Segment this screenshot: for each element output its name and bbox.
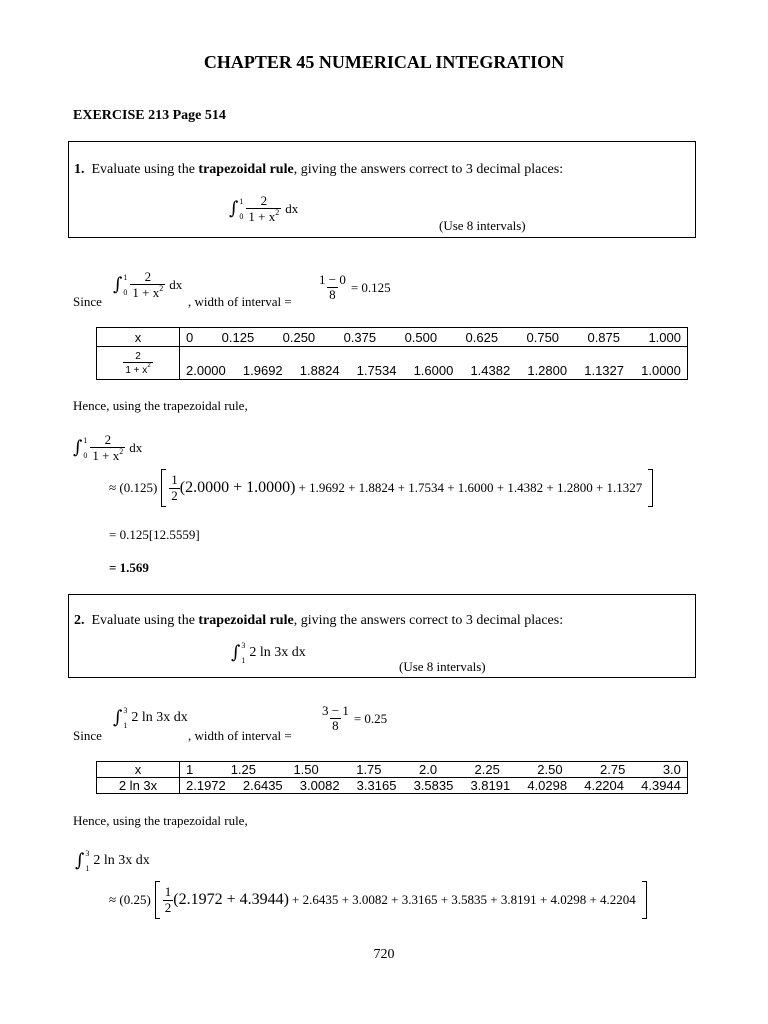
approx-line-2: ≈ (0.25) $\frac{1}{2}$ (2.1972 + 4.3944) + 2.6435 + 3.0082 + 3.3165 + 3.5835 + 3.8191 + 4.0298 + 4.2204: [109, 882, 694, 918]
question-2-intervals: (Use 8 intervals): [399, 659, 486, 674]
table-1-f-cell: 1.2800: [527, 363, 568, 378]
table-2-x-cell: 1.50: [293, 762, 319, 777]
table-2-x-cell: 2.0: [418, 762, 438, 777]
table-2-x-header: x: [97, 762, 180, 778]
table-2-f-cell: 3.8191: [470, 778, 511, 793]
table-1-x-cell: 0.250: [282, 329, 316, 345]
working-integral-1: ∫ 1 0 $\frac{2}{1 + x^2}$ dx: [73, 432, 143, 464]
table-2-f-header: 2 ln 3x: [97, 778, 180, 794]
table-2-x-cell: 2.25: [474, 762, 500, 777]
question-1-text: 1. Evaluate using the trapezoidal rule, giving the answers correct to 3 decimal places:: [74, 162, 564, 177]
table-1-f-cell: 1.0000: [641, 363, 681, 378]
table-2-x-cell: 2.75: [600, 762, 626, 777]
table-1-x-cell: 1.000: [648, 329, 681, 345]
table-2-x-cell: 1: [186, 762, 194, 777]
since-integral-2: ∫ 3 1 2 ln 3x dx: [113, 706, 188, 730]
table-1-x-cell: 0: [186, 329, 194, 345]
table-2-f-cell: 3.3165: [356, 778, 397, 793]
table-1-f-header: $\frac{2}{1 + x^2}$: [97, 347, 180, 380]
table-2-x-cell: 1.75: [356, 762, 382, 777]
table-1-x-cell: 0.500: [404, 329, 438, 345]
question-2-box: [68, 594, 696, 678]
table-1-x-cell: 0.875: [587, 329, 621, 345]
table-1-x-header: x: [97, 328, 180, 347]
width-label-1: , width of interval =: [188, 294, 292, 309]
since-label-2: Since: [73, 728, 102, 743]
table-2-x-cell: 3.0: [662, 762, 681, 777]
table-1-x-cell: 0.375: [343, 329, 377, 345]
table-1-f-cell: 2.0000: [186, 363, 226, 378]
width-fraction-1: $\frac{1 - 0}{8}$ = 0.125: [319, 272, 391, 303]
table-1-f-cell: 1.1327: [584, 363, 624, 378]
question-1-integral: ∫ 1 0 $\frac{2}{1 + x^2}$ dx: [229, 193, 299, 225]
question-1-intervals: (Use 8 intervals): [439, 218, 526, 233]
table-2-f-cell: 4.0298: [527, 778, 568, 793]
table-1-f-cell: 1.8824: [299, 363, 340, 378]
table-1-f-cell: 1.4382: [470, 363, 511, 378]
width-label-2: , width of interval =: [188, 728, 292, 743]
table-2-f-cell: 3.5835: [413, 778, 454, 793]
since-integral-1: ∫ 1 0 $\frac{2}{1 + x^2}$ dx: [113, 269, 183, 301]
table-1-f-cell: 1.9692: [242, 363, 283, 378]
answer-1: = 1.569: [109, 560, 149, 575]
table-1-x-cell: 0.750: [526, 329, 560, 345]
hence-text-2: Hence, using the trapezoidal rule,: [73, 813, 248, 828]
table-1: [96, 327, 688, 380]
step-2-line-1: = 0.125[12.5559]: [109, 527, 200, 542]
table-2-x-cell: 1.25: [230, 762, 256, 777]
question-2-integral: ∫ 3 1 2 ln 3x dx: [231, 641, 306, 665]
question-2-text: 2. Evaluate using the trapezoidal rule, giving the answers correct to 3 decimal places:: [74, 613, 564, 628]
page-number: 720: [373, 947, 395, 962]
working-integral-2: ∫ 3 1 2 ln 3x dx: [75, 849, 150, 873]
hence-text-1: Hence, using the trapezoidal rule,: [73, 398, 248, 413]
table-2-f-cell: 2.1972: [186, 778, 226, 793]
table-2-x-cell: 2.50: [537, 762, 563, 777]
table-2: [96, 761, 688, 794]
approx-line-1: ≈ (0.125) $\frac{1}{2}$ (2.0000 + 1.0000) + 1.9692 + 1.8824 + 1.7534 + 1.6000 + 1.4382 + 1.2800 + 1.1327: [109, 470, 689, 506]
width-fraction-2: $\frac{3 - 1}{8}$ = 0.25: [322, 703, 388, 734]
exercise-title: EXERCISE 213 Page 514: [73, 108, 226, 123]
table-1-x-cell: 0.625: [465, 329, 499, 345]
chapter-title: CHAPTER 45 NUMERICAL INTEGRATION: [203, 52, 565, 72]
table-1-x-cell: 0.125: [221, 329, 255, 345]
question-1-box: [68, 141, 696, 238]
table-2-f-cell: 4.3944: [641, 778, 681, 793]
table-2-f-cell: 3.0082: [299, 778, 340, 793]
table-2-f-cell: 4.2204: [584, 778, 624, 793]
table-2-f-cell: 2.6435: [242, 778, 283, 793]
table-1-f-cell: 1.7534: [356, 363, 397, 378]
table-1-f-cell: 1.6000: [413, 363, 454, 378]
since-label-1: Since: [73, 294, 102, 309]
